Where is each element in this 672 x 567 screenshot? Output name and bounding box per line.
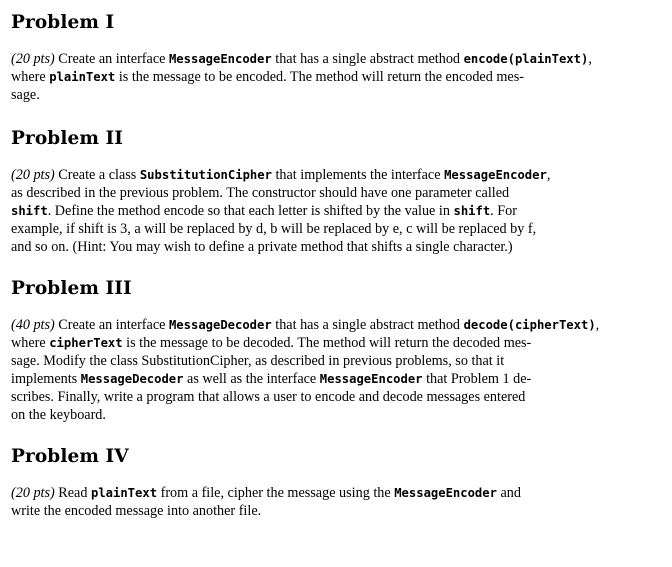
code-encode-method: encode(plainText) (463, 52, 589, 66)
problem-4-title: Problem IV (11, 446, 129, 467)
problem-3-line-4 (11, 370, 599, 388)
problem-1-body (11, 50, 592, 104)
code-ciphertext: cipherText (49, 336, 123, 350)
text-run: and so on. (Hint: You may wish to define a private method that shifts a single character.) (11, 239, 513, 255)
code-message-decoder: MessageDecoder (80, 372, 184, 386)
text-run: as well as the interface (183, 371, 320, 387)
problem-3-line-6 (11, 406, 599, 424)
problem-1-points: (20 pts) (11, 51, 55, 67)
code-shift: shift (11, 204, 48, 218)
problem-1-line-3 (11, 86, 592, 104)
problem-4-points: (20 pts) (11, 485, 55, 501)
problem-2-line-5 (11, 238, 550, 256)
problem-3-line-5 (11, 388, 599, 406)
code-substitution-cipher: SubstitutionCipher (139, 168, 272, 182)
problem-2-body (11, 166, 550, 256)
text-run: , (588, 51, 592, 67)
text-run: sage. Modify the class SubstitutionCipher, as described in previous problems, so that it (11, 353, 505, 369)
text-run: is the message to be encoded. The method will return the encoded mes- (115, 69, 524, 85)
text-run: Create a class (58, 167, 140, 183)
code-message-encoder: MessageEncoder (168, 52, 272, 66)
problem-4-line-1 (11, 484, 521, 502)
problem-1-line-1 (11, 50, 592, 68)
text-run: that Problem 1 de- (422, 371, 532, 387)
problem-4-line-2 (11, 502, 521, 520)
code-message-encoder: MessageEncoder (319, 372, 423, 386)
problem-2 (11, 128, 550, 256)
problem-2-line-3 (11, 202, 550, 220)
text-run: as described in the previous problem. The constructor should have one parameter called (11, 185, 510, 201)
text-run: is the message to be decoded. The method will return the decoded mes- (122, 335, 532, 351)
text-run: on the keyboard. (11, 407, 106, 423)
problem-3-body (11, 316, 599, 424)
problem-3 (11, 278, 599, 424)
code-shift: shift (453, 204, 491, 218)
text-run: scribes. Finally, write a program that allows a user to encode and decode messages entered (11, 389, 526, 405)
text-run: that has a single abstract method (271, 51, 464, 67)
problem-1 (11, 12, 592, 104)
problem-1-title: Problem I (11, 12, 115, 33)
problem-2-points: (20 pts) (11, 167, 55, 183)
text-run: . For (490, 203, 517, 219)
text-run: example, if shift is 3, a will be replaced by d, b will be replaced by e, c will be replaced by f, (11, 221, 537, 237)
problem-4 (11, 446, 521, 520)
code-decode-method: decode(cipherText) (463, 318, 596, 332)
text-run: , (595, 317, 600, 333)
text-run: . Define the method encode so that each letter is shifted by the value in (47, 203, 454, 219)
text-run: and (496, 485, 521, 501)
problem-1-line-2 (11, 68, 592, 86)
text-run: from a file, cipher the message using the (157, 485, 395, 501)
code-plaintext: plainText (49, 70, 116, 84)
text-run: that implements the interface (271, 167, 445, 183)
problem-2-line-1 (11, 166, 550, 184)
problem-3-title: Problem III (11, 278, 132, 299)
text-run: , (546, 167, 551, 183)
problem-3-line-1 (11, 316, 599, 334)
text-run: that has a single abstract method (271, 317, 464, 333)
text-run: Create an interface (58, 317, 169, 333)
problem-3-points: (40 pts) (11, 317, 55, 333)
text-run: Create an interface (58, 51, 169, 67)
problem-3-line-3 (11, 352, 599, 370)
code-plaintext: plainText (91, 486, 158, 500)
problem-4-body (11, 484, 521, 520)
problem-2-line-4 (11, 220, 550, 238)
text-run: implements (11, 371, 81, 387)
text-run: Read (58, 485, 91, 501)
code-message-encoder: MessageEncoder (394, 486, 497, 500)
code-message-encoder: MessageEncoder (444, 168, 547, 182)
text-run: where (11, 69, 50, 85)
problem-2-title: Problem II (11, 128, 124, 149)
text-run: sage. (11, 87, 40, 103)
text-run: write the encoded message into another file. (11, 503, 262, 519)
code-message-decoder: MessageDecoder (168, 318, 272, 332)
text-run: where (11, 335, 50, 351)
problem-2-line-2 (11, 184, 550, 202)
problem-3-line-2 (11, 334, 599, 352)
